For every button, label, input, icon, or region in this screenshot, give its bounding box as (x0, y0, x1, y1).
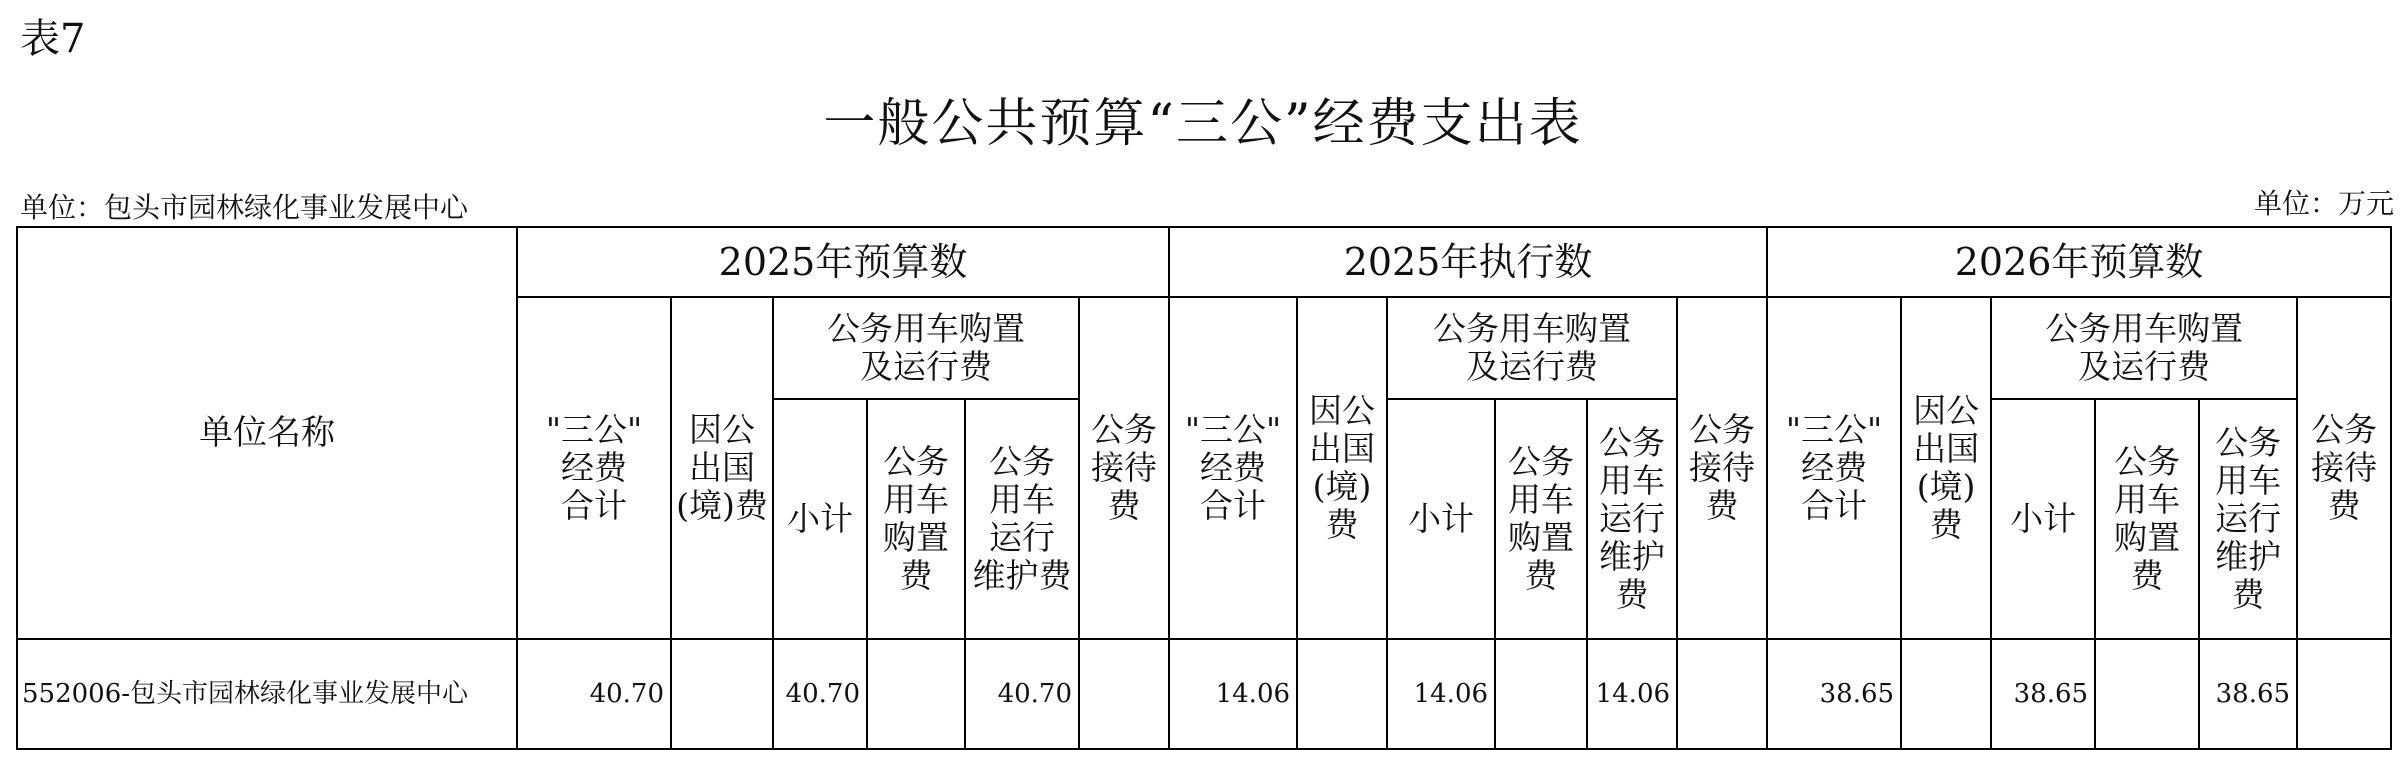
cell-2025-exec-overseas (1297, 639, 1387, 749)
cell-2026-budget-maintenance: 38.65 (2199, 639, 2297, 749)
header-reception: 公务 接待 费 (1079, 297, 1169, 639)
header-reception: 公务 接待 费 (2297, 297, 2391, 639)
header-subtotal: 小计 (1991, 399, 2095, 639)
unit-name-cell: 552006-包头市园林绿化事业发展中心 (17, 639, 517, 749)
cell-2025-exec-maintenance: 14.06 (1587, 639, 1677, 749)
expenditure-table (16, 226, 2392, 750)
header-vehicle-maintenance: 公务 用车 运行 维护费 (965, 399, 1079, 639)
header-vehicle-maintenance: 公务 用车 运行 维护 费 (1587, 399, 1677, 639)
cell-2025-budget-purchase (867, 639, 965, 749)
header-vehicle-group: 公务用车购置 及运行费 (1387, 297, 1677, 399)
cell-2025-exec-reception (1677, 639, 1767, 749)
reporting-unit: 单位：包头市园林绿化事业发展中心 (20, 191, 469, 224)
header-subtotal: 小计 (773, 399, 867, 639)
header-vehicle-group: 公务用车购置 及运行费 (773, 297, 1079, 399)
header-overseas: 因公 出国 (境)费 (671, 297, 773, 639)
cell-2026-budget-total: 38.65 (1767, 639, 1901, 749)
table-number: 表7 (20, 16, 86, 62)
unit-name-header: 单位名称 (17, 227, 517, 639)
cell-2026-budget-subtotal: 38.65 (1991, 639, 2095, 749)
cell-2026-budget-overseas (1901, 639, 1991, 749)
group-header-2025-budget: 2025年预算数 (517, 227, 1169, 297)
header-vehicle-group: 公务用车购置 及运行费 (1991, 297, 2297, 399)
cell-2026-budget-purchase (2095, 639, 2199, 749)
group-header-2026-budget: 2026年预算数 (1767, 227, 2391, 297)
cell-2025-budget-reception (1079, 639, 1169, 749)
header-overseas: 因公 出国 (境)费 (1901, 297, 1991, 639)
cell-2025-exec-total: 14.06 (1169, 639, 1297, 749)
header-subtotal: 小计 (1387, 399, 1495, 639)
table-row (17, 639, 2391, 749)
cell-2026-budget-reception (2297, 639, 2391, 749)
document-title: 一般公共预算“三公”经费支出表 (823, 94, 1583, 154)
header-total: "三公" 经费 合计 (1169, 297, 1297, 639)
cell-2025-budget-subtotal: 40.70 (773, 639, 867, 749)
cell-2025-exec-subtotal: 14.06 (1387, 639, 1495, 749)
currency-unit: 单位：万元 (2253, 187, 2394, 220)
header-overseas: 因公 出国 (境)费 (1297, 297, 1387, 639)
header-vehicle-purchase: 公务 用车 购置 费 (1495, 399, 1587, 639)
header-total: "三公" 经费 合计 (517, 297, 671, 639)
cell-2025-budget-maintenance: 40.70 (965, 639, 1079, 749)
header-vehicle-maintenance: 公务 用车 运行 维护 费 (2199, 399, 2297, 639)
cell-2025-budget-overseas (671, 639, 773, 749)
header-reception: 公务 接待 费 (1677, 297, 1767, 639)
cell-2025-budget-total: 40.70 (517, 639, 671, 749)
cell-2025-exec-purchase (1495, 639, 1587, 749)
header-total: "三公" 经费 合计 (1767, 297, 1901, 639)
group-header-2025-execution: 2025年执行数 (1169, 227, 1767, 297)
header-vehicle-purchase: 公务 用车 购置 费 (2095, 399, 2199, 639)
header-vehicle-purchase: 公务 用车 购置 费 (867, 399, 965, 639)
